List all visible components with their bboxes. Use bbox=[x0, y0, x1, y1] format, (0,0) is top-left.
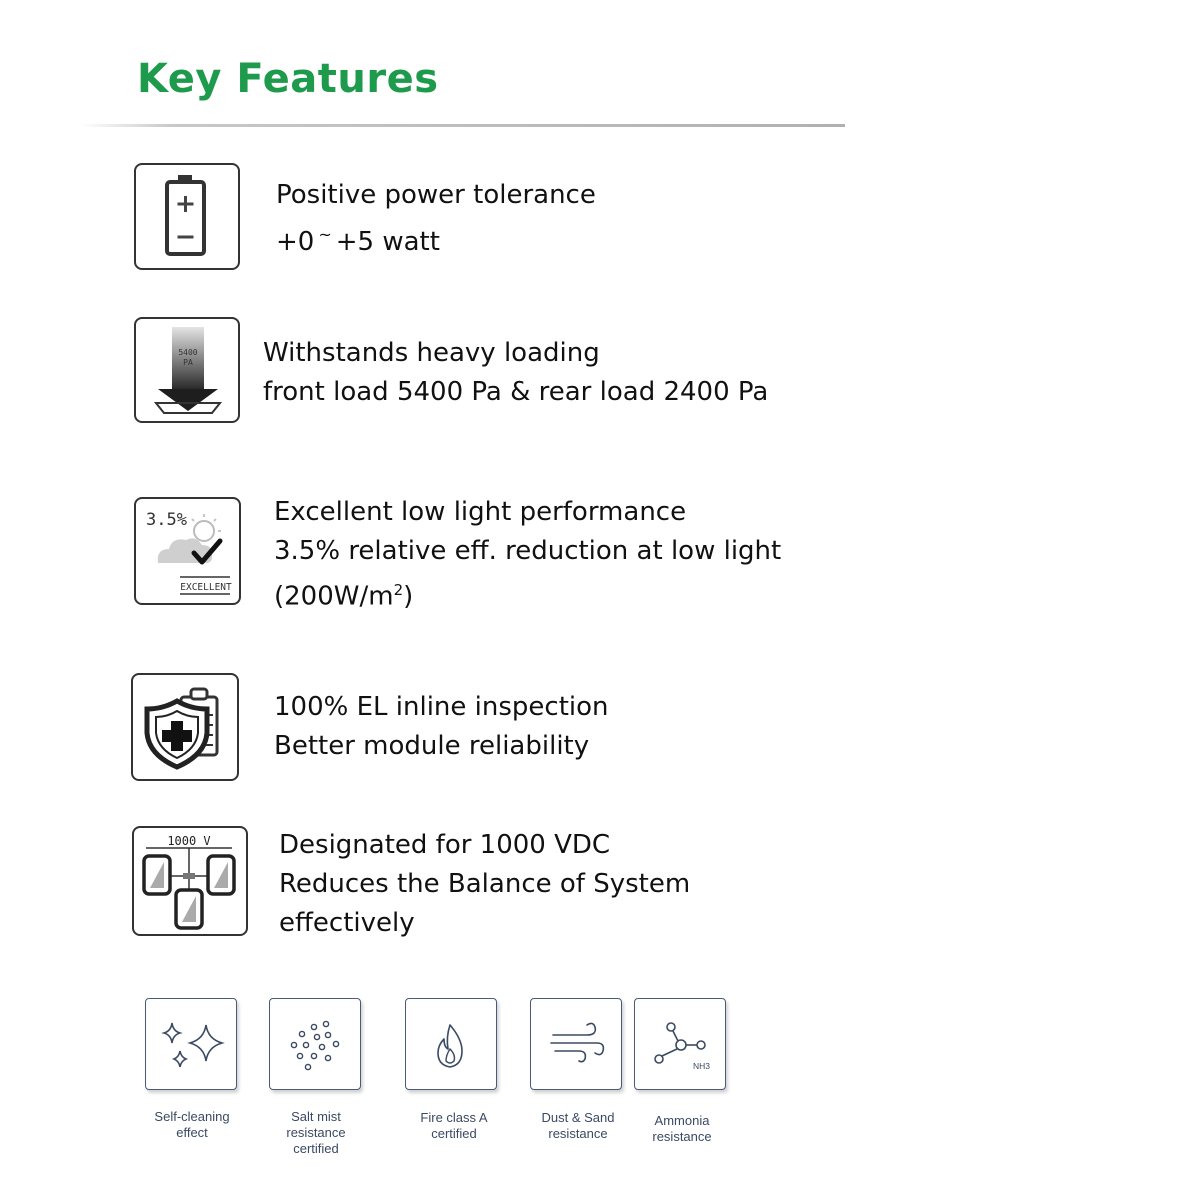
feature-heading: Withstands heavy loading bbox=[263, 338, 600, 368]
load-icon-value: 5400 bbox=[178, 348, 198, 357]
feature-detail: front load 5400 Pa & rear load 2400 Pa bbox=[263, 377, 769, 407]
badge-label: Dust & Sand bbox=[541, 1110, 615, 1125]
tilde-symbol: ~ bbox=[318, 225, 332, 244]
feature-detail: (200W/m bbox=[274, 581, 394, 612]
feature-detail: Better module reliability bbox=[274, 731, 590, 761]
badge-label: Salt mist bbox=[291, 1109, 341, 1124]
feature-heading: Designated for 1000 VDC bbox=[279, 830, 611, 860]
feature-detail: Reduces the Balance of System bbox=[279, 869, 691, 899]
badge-label: certified bbox=[431, 1126, 477, 1141]
badge-label: Self-cleaning bbox=[154, 1109, 230, 1124]
sparkle-icon bbox=[145, 998, 237, 1090]
voltage-system-icon bbox=[132, 826, 248, 936]
low-light-icon-label: EXCELLENT bbox=[180, 582, 232, 593]
battery-icon bbox=[134, 163, 240, 270]
feature-detail: +5 watt bbox=[335, 227, 440, 257]
badge-label: Fire class A bbox=[420, 1110, 488, 1125]
badge-label: certified bbox=[293, 1141, 339, 1156]
load-icon-unit: PA bbox=[183, 358, 193, 367]
feature-detail: +0 bbox=[276, 227, 315, 257]
superscript: 2 bbox=[393, 581, 404, 599]
feature-heading: Excellent low light performance bbox=[274, 497, 687, 527]
feature-detail: ) bbox=[403, 581, 414, 612]
low-light-icon bbox=[134, 497, 241, 605]
flame-icon bbox=[405, 998, 497, 1090]
nh3-label: NH3 bbox=[693, 1061, 711, 1071]
feature-detail: effectively bbox=[279, 908, 415, 938]
salt-mist-icon bbox=[269, 998, 361, 1090]
feature-heading: 100% EL inline inspection bbox=[274, 692, 609, 722]
badge-label: effect bbox=[176, 1125, 208, 1140]
heavy-load-icon bbox=[134, 317, 240, 423]
badge-label: resistance bbox=[548, 1126, 608, 1141]
badge-label: resistance bbox=[652, 1129, 712, 1144]
voltage-icon-label: 1000 V bbox=[167, 834, 211, 848]
molecule-icon bbox=[634, 998, 726, 1090]
shield-clipboard-icon bbox=[131, 673, 239, 781]
title-divider bbox=[80, 124, 845, 127]
low-light-icon-value: 3.5% bbox=[146, 510, 187, 530]
badge-label: resistance bbox=[286, 1125, 346, 1140]
feature-detail: 3.5% relative eff. reduction at low light bbox=[274, 536, 782, 566]
wind-icon bbox=[530, 998, 622, 1090]
badge-label: Ammonia bbox=[654, 1113, 710, 1128]
feature-heading: Positive power tolerance bbox=[276, 180, 596, 210]
page-title: Key Features bbox=[137, 56, 439, 102]
